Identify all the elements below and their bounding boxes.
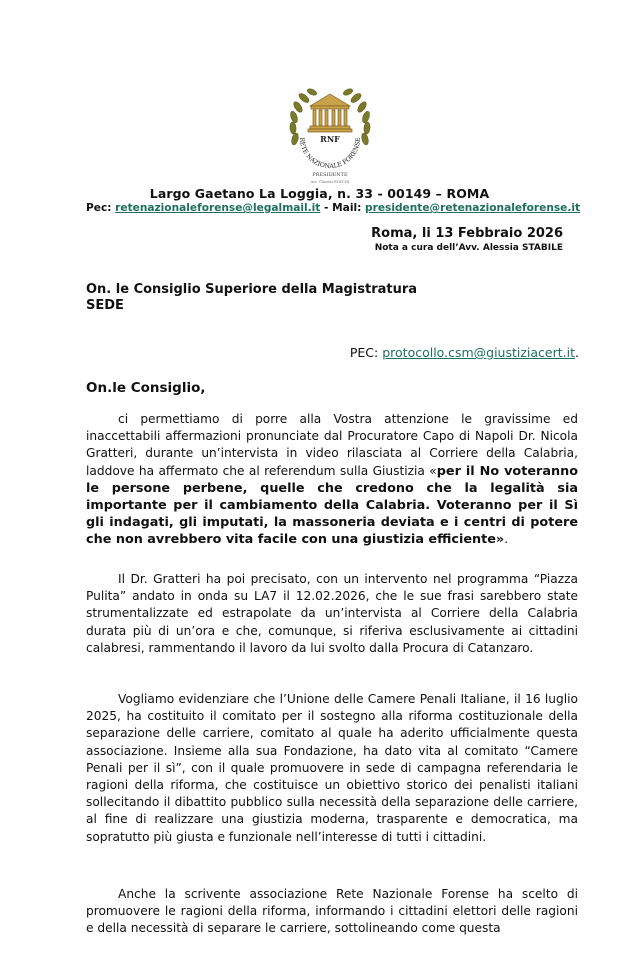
place-date: Roma, li 13 Febbraio 2026	[371, 226, 563, 241]
recipient-pec	[350, 345, 579, 360]
logo-role: PRESIDENTE	[312, 172, 348, 178]
p1-text: ci permettiamo di porre alla Vostra attenzione le gravissime ed inaccettabili affermazioni pronunciate dal Procuratore Capo di Napoli Dr. Nicola Gratteri, durante un’intervista in video rilasciata al Corriere della Calabria, laddove ha affermato che al referendum sulla Giustizia «	[86, 412, 578, 478]
body-paragraph-1	[86, 411, 578, 549]
recipient-name: On. le Consiglio Superiore della Magistratura	[86, 282, 418, 297]
pec-email-link[interactable]: retenazionaleforense@legalmail.it	[115, 202, 321, 214]
recipient-seat: SEDE	[86, 298, 124, 313]
recipient-pec-label: PEC:	[349, 345, 383, 360]
p1-end: .	[504, 532, 509, 547]
body-paragraph-4: Anche la scrivente associazione Rete Nazionale Forense ha scelto di promuovere le ragioni della riforma, informando i cittadini elettori delle ragioni e della necessità di separare le carriere, sottolineando come questa	[86, 887, 578, 936]
rnf-logo	[282, 80, 378, 190]
pec-label: Pec:	[86, 202, 116, 214]
mail-email-link[interactable]: presidente@retenazionaleforense.it	[365, 202, 581, 214]
logo-ring-text: RETE NAZIONALE FORENSE	[297, 137, 363, 171]
body-paragraph-3: Vogliamo evidenziare che l’Unione delle Camere Penali Italiane, il 16 luglio 2025, ha costituito il comitato per il sostegno alla riforma costituzionale della separazione delle carriere, comitato al quale ha aderito ufficialmente questa associazione. Insieme alla sua Fondazione, ha dato vita al comitato “Camere Penali per il sì”, con il quale promuovere in sede di campagna referendaria le ragioni della riforma, che costituisce un obiettivo storico dei penalisti italiani sollecitando il dibattito pubblico sulla necessità della separazione delle carriere, al fine di realizzare una giustizia moderna, trasparente e democratica, ma sopratutto più giusta e funzionale nell’interesse di tutti i cittadini.	[86, 692, 578, 844]
mail-label: - Mail:	[320, 202, 366, 214]
p1-quote: per il No voteranno le persone perbene, quelle che credono che la legalità sia importante per il cambiamento della Calabria. Voteranno per il Sì gli indagati, gli imputati, la massoneria deviata e i centri di potere che non avrebbero vita facile con una giustizia efficiente»	[86, 463, 578, 548]
body-paragraph-2: Il Dr. Gratteri ha poi precisato, con un intervento nel programma “Piazza Pulita” andato in onda su LA7 il 12.02.2026, che le sue frasi sarebbero state strumentalizzate ed estrapolate da un’intervista al Corriere della Calabria durata più di un’ora e che, comunque, si riferiva esclusivamente ai cittadini calabresi, rammentando il lavoro da lui svolto dalla Procura di Catanzaro.	[86, 572, 578, 655]
logo-initials: RNF	[320, 134, 340, 144]
letterhead-contacts	[86, 202, 580, 214]
salutation: On.le Consiglio,	[86, 380, 206, 396]
recipient-block	[86, 282, 417, 314]
recipient-pec-link[interactable]: protocollo.csm@giustiziacert.it	[382, 345, 576, 360]
author-note: Nota a cura dell’Avv. Alessia STABILE	[374, 243, 563, 253]
recipient-pec-end: .	[575, 345, 579, 360]
logo-subtitle: Avv. Claudio BOSCHI	[310, 180, 350, 184]
letterhead-address: Largo Gaetano La Loggia, n. 33 - 00149 – ROMA	[149, 186, 490, 201]
